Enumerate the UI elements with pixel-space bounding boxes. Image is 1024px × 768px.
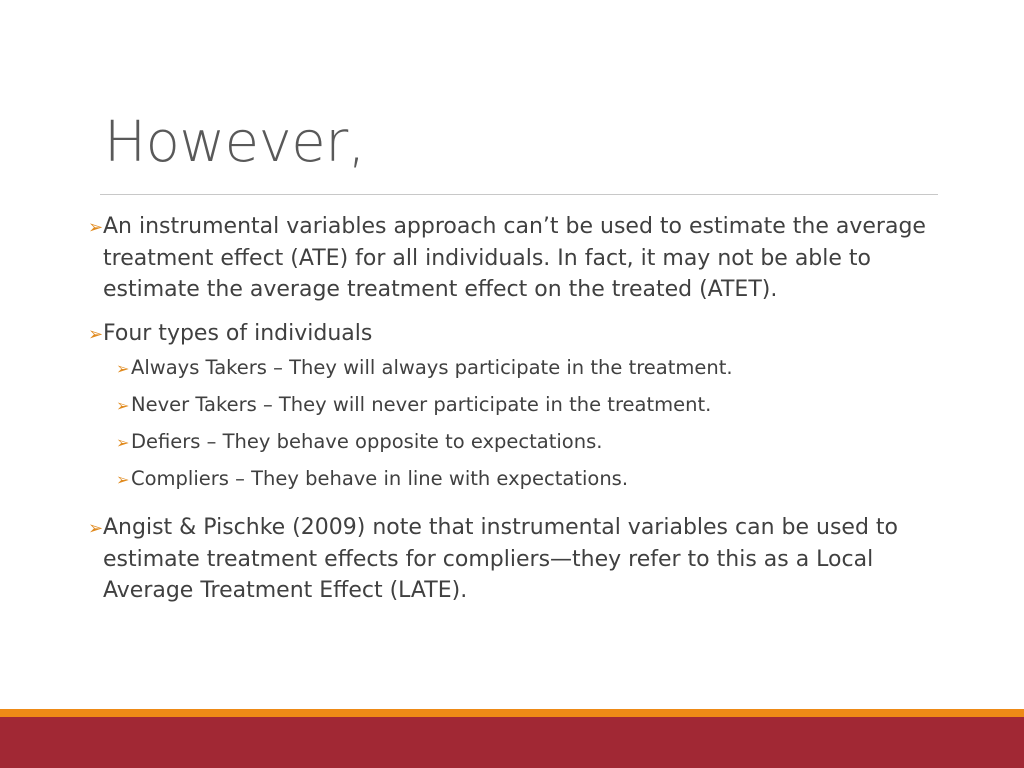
slide-content (88, 211, 948, 619)
bullet-3-text: Angist & Pischke (2009) note that instrumental variables can be used to estimate treatment effects for compliers—they refer to this as a Local Average Treatment Effect (LATE). (103, 515, 899, 603)
arrow-bullet-icon: ➢ (116, 396, 130, 415)
bullet-1 (88, 211, 948, 305)
footer-accent-stripe (0, 709, 1024, 717)
sub-bullet-list (116, 350, 948, 498)
sub-bullet-1 (116, 350, 948, 387)
sub-bullet-4 (116, 461, 948, 498)
sub-bullet-4-text: Compliers – They behave in line with expectations. (131, 467, 629, 490)
sub-bullet-2-text: Never Takers – They will never participate in the treatment. (131, 393, 712, 416)
footer-bar (0, 717, 1024, 768)
arrow-bullet-icon: ➢ (116, 470, 130, 489)
bullet-2-text: Four types of individuals (103, 321, 373, 346)
bullet-3 (88, 512, 948, 606)
arrow-bullet-icon: ➢ (88, 518, 104, 539)
sub-bullet-3-text: Defiers – They behave opposite to expectations. (131, 430, 603, 453)
sub-bullet-1-text: Always Takers – They will always participate in the treatment. (131, 356, 733, 379)
sub-bullet-3 (116, 424, 948, 461)
arrow-bullet-icon: ➢ (88, 324, 104, 345)
bullet-2 (88, 318, 948, 350)
bullet-1-text: An instrumental variables approach can’t be used to estimate the average treatment effect (ATE) for all individuals. In fact, it may not be able to estimate the average treatment effect on the treated (ATET). (103, 214, 926, 302)
slide-title: However, (104, 110, 366, 175)
arrow-bullet-icon: ➢ (116, 359, 130, 378)
arrow-bullet-icon: ➢ (116, 433, 130, 452)
title-divider (100, 194, 938, 195)
sub-bullet-2 (116, 387, 948, 424)
arrow-bullet-icon: ➢ (88, 217, 104, 238)
